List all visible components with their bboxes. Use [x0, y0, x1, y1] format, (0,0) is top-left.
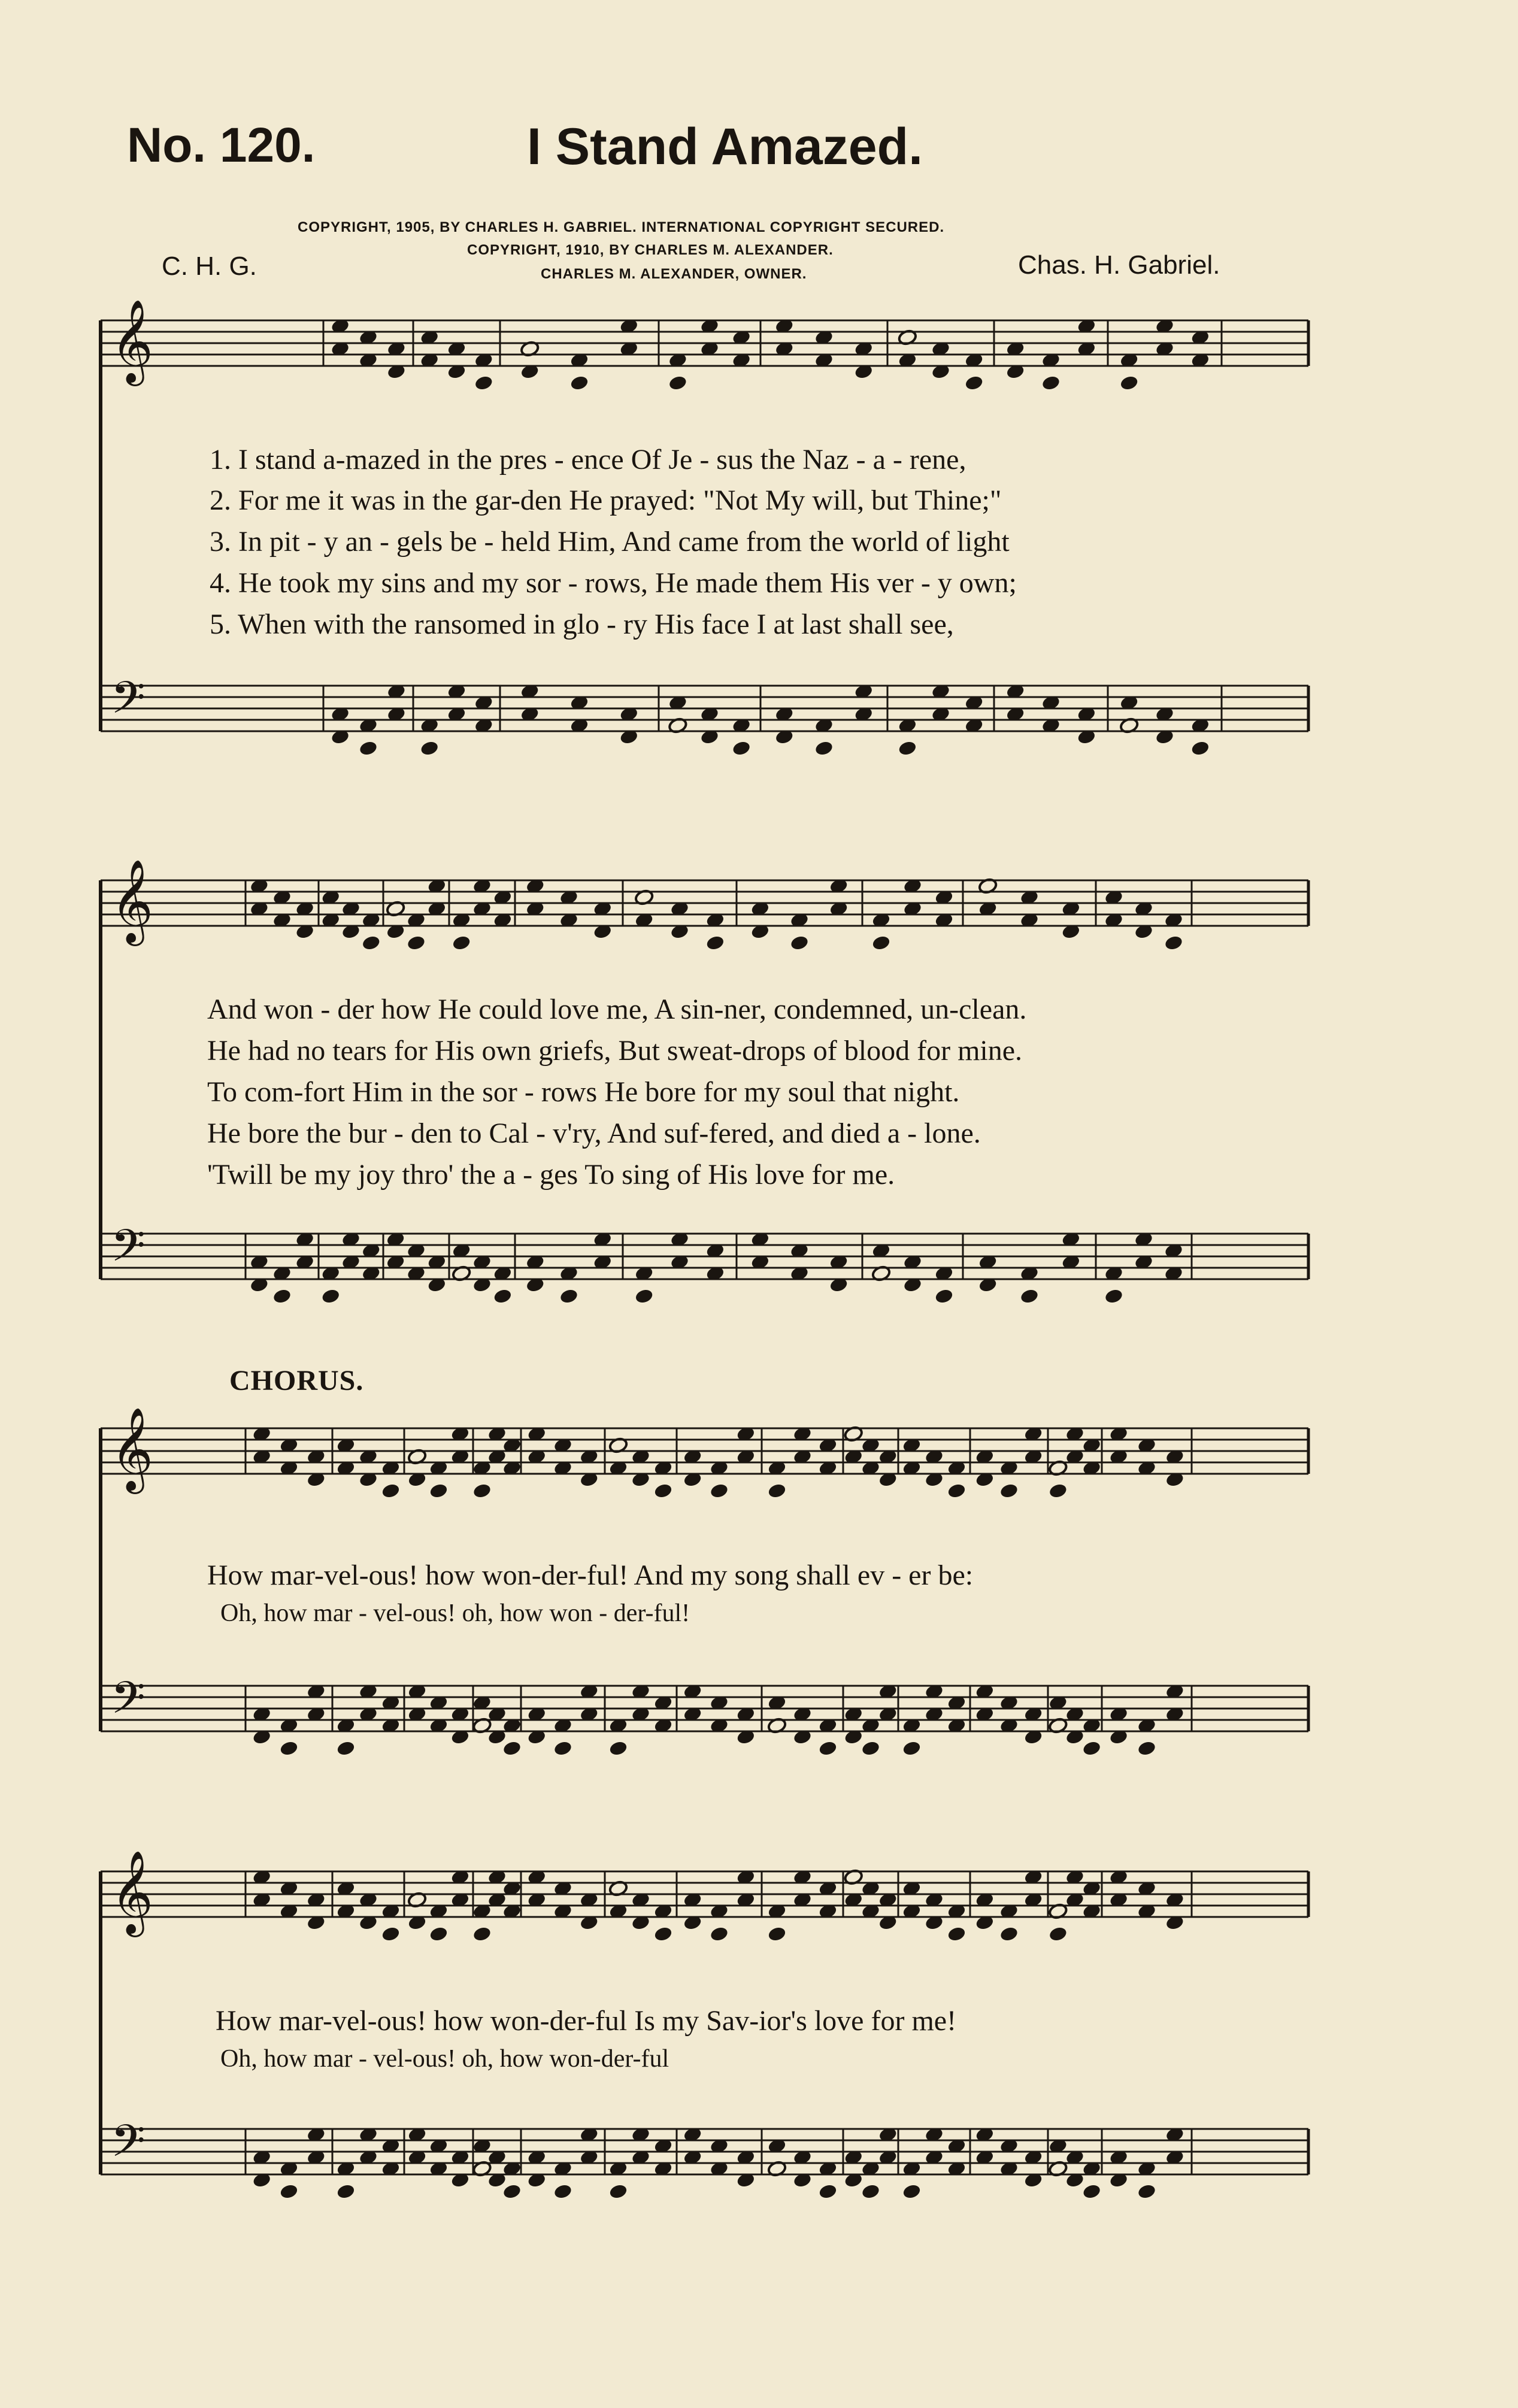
hymn-title: I Stand Amazed. [527, 118, 923, 175]
chorus-line-2-echo: Oh, how mar - vel-ous! oh, how won-der-ful [220, 2045, 669, 2073]
music-credit: Chas. H. Gabriel. [1018, 250, 1220, 280]
verse-5-line-2: 'Twill be my joy thro' the a - ges To sing of His love for me. [207, 1159, 895, 1191]
svg-text:𝄢: 𝄢 [111, 2115, 146, 2178]
chorus-label: CHORUS. [229, 1365, 364, 1397]
verse-3-line-1: 3. In pit - y an - gels be - held Him, And came from the world of light [210, 526, 1010, 558]
svg-text:𝄞: 𝄞 [111, 1850, 153, 1934]
verse-2-line-2: He had no tears for His own griefs, But sweat-drops of blood for mine. [207, 1035, 1023, 1067]
hymn-number: No. 120. [127, 118, 316, 172]
svg-text:𝄞: 𝄞 [111, 1407, 153, 1491]
verse-5-line-1: 5. When with the ransomed in glo - ry His face I at last shall see, [210, 608, 954, 640]
verse-3-line-2: To com-fort Him in the sor - rows He bore for my soul that night. [207, 1076, 960, 1108]
copyright-line-2: COPYRIGHT, 1910, BY CHARLES M. ALEXANDER. [467, 242, 834, 258]
svg-text:𝄢: 𝄢 [111, 1672, 146, 1735]
verse-4-line-2: He bore the bur - den to Cal - v'ry, And suf-fered, and died a - lone. [207, 1117, 981, 1149]
svg-text:𝄢: 𝄢 [111, 672, 146, 735]
chorus-line-1-echo: Oh, how mar - vel-ous! oh, how won - der-ful! [220, 1600, 690, 1627]
chorus-line-1: How mar-vel-ous! how won-der-ful! And my song shall ev - er be: [207, 1559, 974, 1591]
words-credit: C. H. G. [162, 252, 257, 281]
verse-2-line-1: 2. For me it was in the gar-den He prayed: "Not My will, but Thine;" [210, 484, 1002, 516]
verse-1-line-1: 1. I stand a-mazed in the pres - ence Of Je - sus the Naz - a - rene, [210, 444, 966, 475]
svg-text:𝄞: 𝄞 [111, 299, 153, 383]
chorus-line-2: How mar-vel-ous! how won-der-ful Is my Sav-ior's love for me! [216, 2005, 957, 2037]
verse-1-line-2: And won - der how He could love me, A sin-ner, condemned, un-clean. [207, 994, 1027, 1025]
copyright-line-3: CHARLES M. ALEXANDER, OWNER. [541, 266, 807, 282]
svg-text:𝄞: 𝄞 [111, 859, 153, 943]
verse-4-line-1: 4. He took my sins and my sor - rows, He made them His ver - y own; [210, 567, 1017, 599]
copyright-line-1: COPYRIGHT, 1905, BY CHARLES H. GABRIEL. INTERNATIONAL COPYRIGHT SECURED. [298, 219, 945, 235]
svg-text:𝄢: 𝄢 [111, 1220, 146, 1283]
